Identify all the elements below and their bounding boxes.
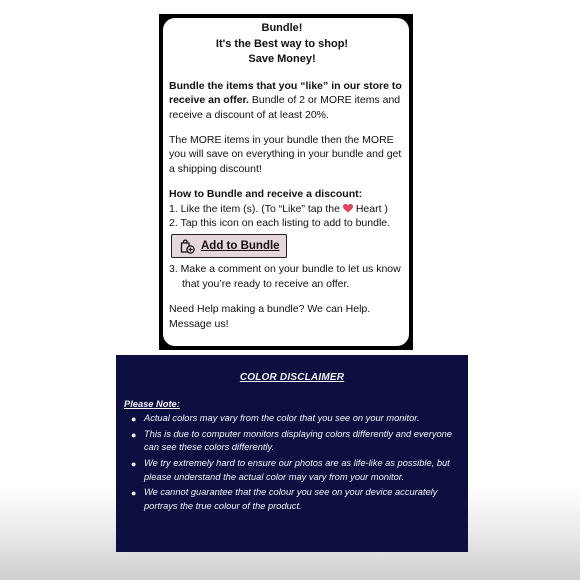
add-to-bundle-button[interactable]: [171, 234, 287, 258]
how-to-bundle-title: How to Bundle and receive a discount:: [169, 188, 363, 201]
step-3-line-1: 3. Make a comment on your bundle to let us know: [169, 263, 401, 276]
heart-icon: [343, 204, 353, 213]
bundle-intro-paragraph: [169, 79, 409, 122]
help-text: Need Help making a bundle? We can Help. Message us!: [169, 303, 371, 330]
bullet-icon: ●: [131, 414, 137, 425]
bundle-intro-bold: Bundle the items that you “like” in our store to receive an offer.: [169, 79, 402, 107]
step-3-line-2: that you’re ready to receive an offer.: [182, 277, 350, 290]
bullet-icon: ●: [131, 488, 137, 499]
disclaimer-item-text: Actual colors may vary from the color that you see on your monitor.: [144, 413, 420, 424]
list-item: [124, 457, 456, 484]
bundle-intro-rest: Bundle of 2 or MORE items and receive a discount of at least 20%.: [169, 94, 401, 121]
disclaimer-subtitle: Please Note:: [124, 398, 180, 409]
disclaimer-title: COLOR DISCLAIMER: [239, 372, 345, 383]
step-2: 2. Tap this icon on each listing to add to bundle.: [169, 217, 391, 230]
bundle-info-content: [163, 18, 409, 346]
step-1-end: Heart ): [355, 202, 388, 215]
list-item: [124, 412, 456, 426]
bullet-icon: ●: [131, 458, 137, 469]
bundle-header-line-3: Save Money!: [248, 53, 316, 66]
disclaimer-item-text: This is due to computer monitors displaying colors differently and everyone can see these colors differently.: [144, 428, 452, 453]
bundle-info-card: [159, 14, 413, 350]
disclaimer-list: [124, 412, 456, 513]
bundle-header-line-1: Bundle!: [261, 22, 303, 34]
bundle-header-line-2: It's the Best way to shop!: [215, 37, 349, 50]
bullet-icon: ●: [131, 429, 137, 440]
color-disclaimer-panel: [116, 355, 468, 552]
bundle-bag-plus-icon: [179, 238, 195, 254]
step-1: [169, 202, 409, 216]
bundle-more-paragraph: The MORE items in your bundle then the MORE you will save on everything in your bundle and get a shipping discount!: [169, 134, 402, 175]
disclaimer-item-text: We cannot guarantee that the colour you see on your device accurately portrays the true colour of the product.: [144, 487, 438, 511]
list-item: [124, 428, 456, 455]
add-to-bundle-label: Add to Bundle: [201, 240, 280, 253]
disclaimer-item-text: We try extremely hard to ensure our photos are as life-like as possible, but please understand the actual color may vary from your monitor.: [144, 457, 450, 482]
list-item: [124, 486, 456, 513]
step-1-text: 1. Like the item (s). (To “Like” tap the: [169, 202, 340, 215]
